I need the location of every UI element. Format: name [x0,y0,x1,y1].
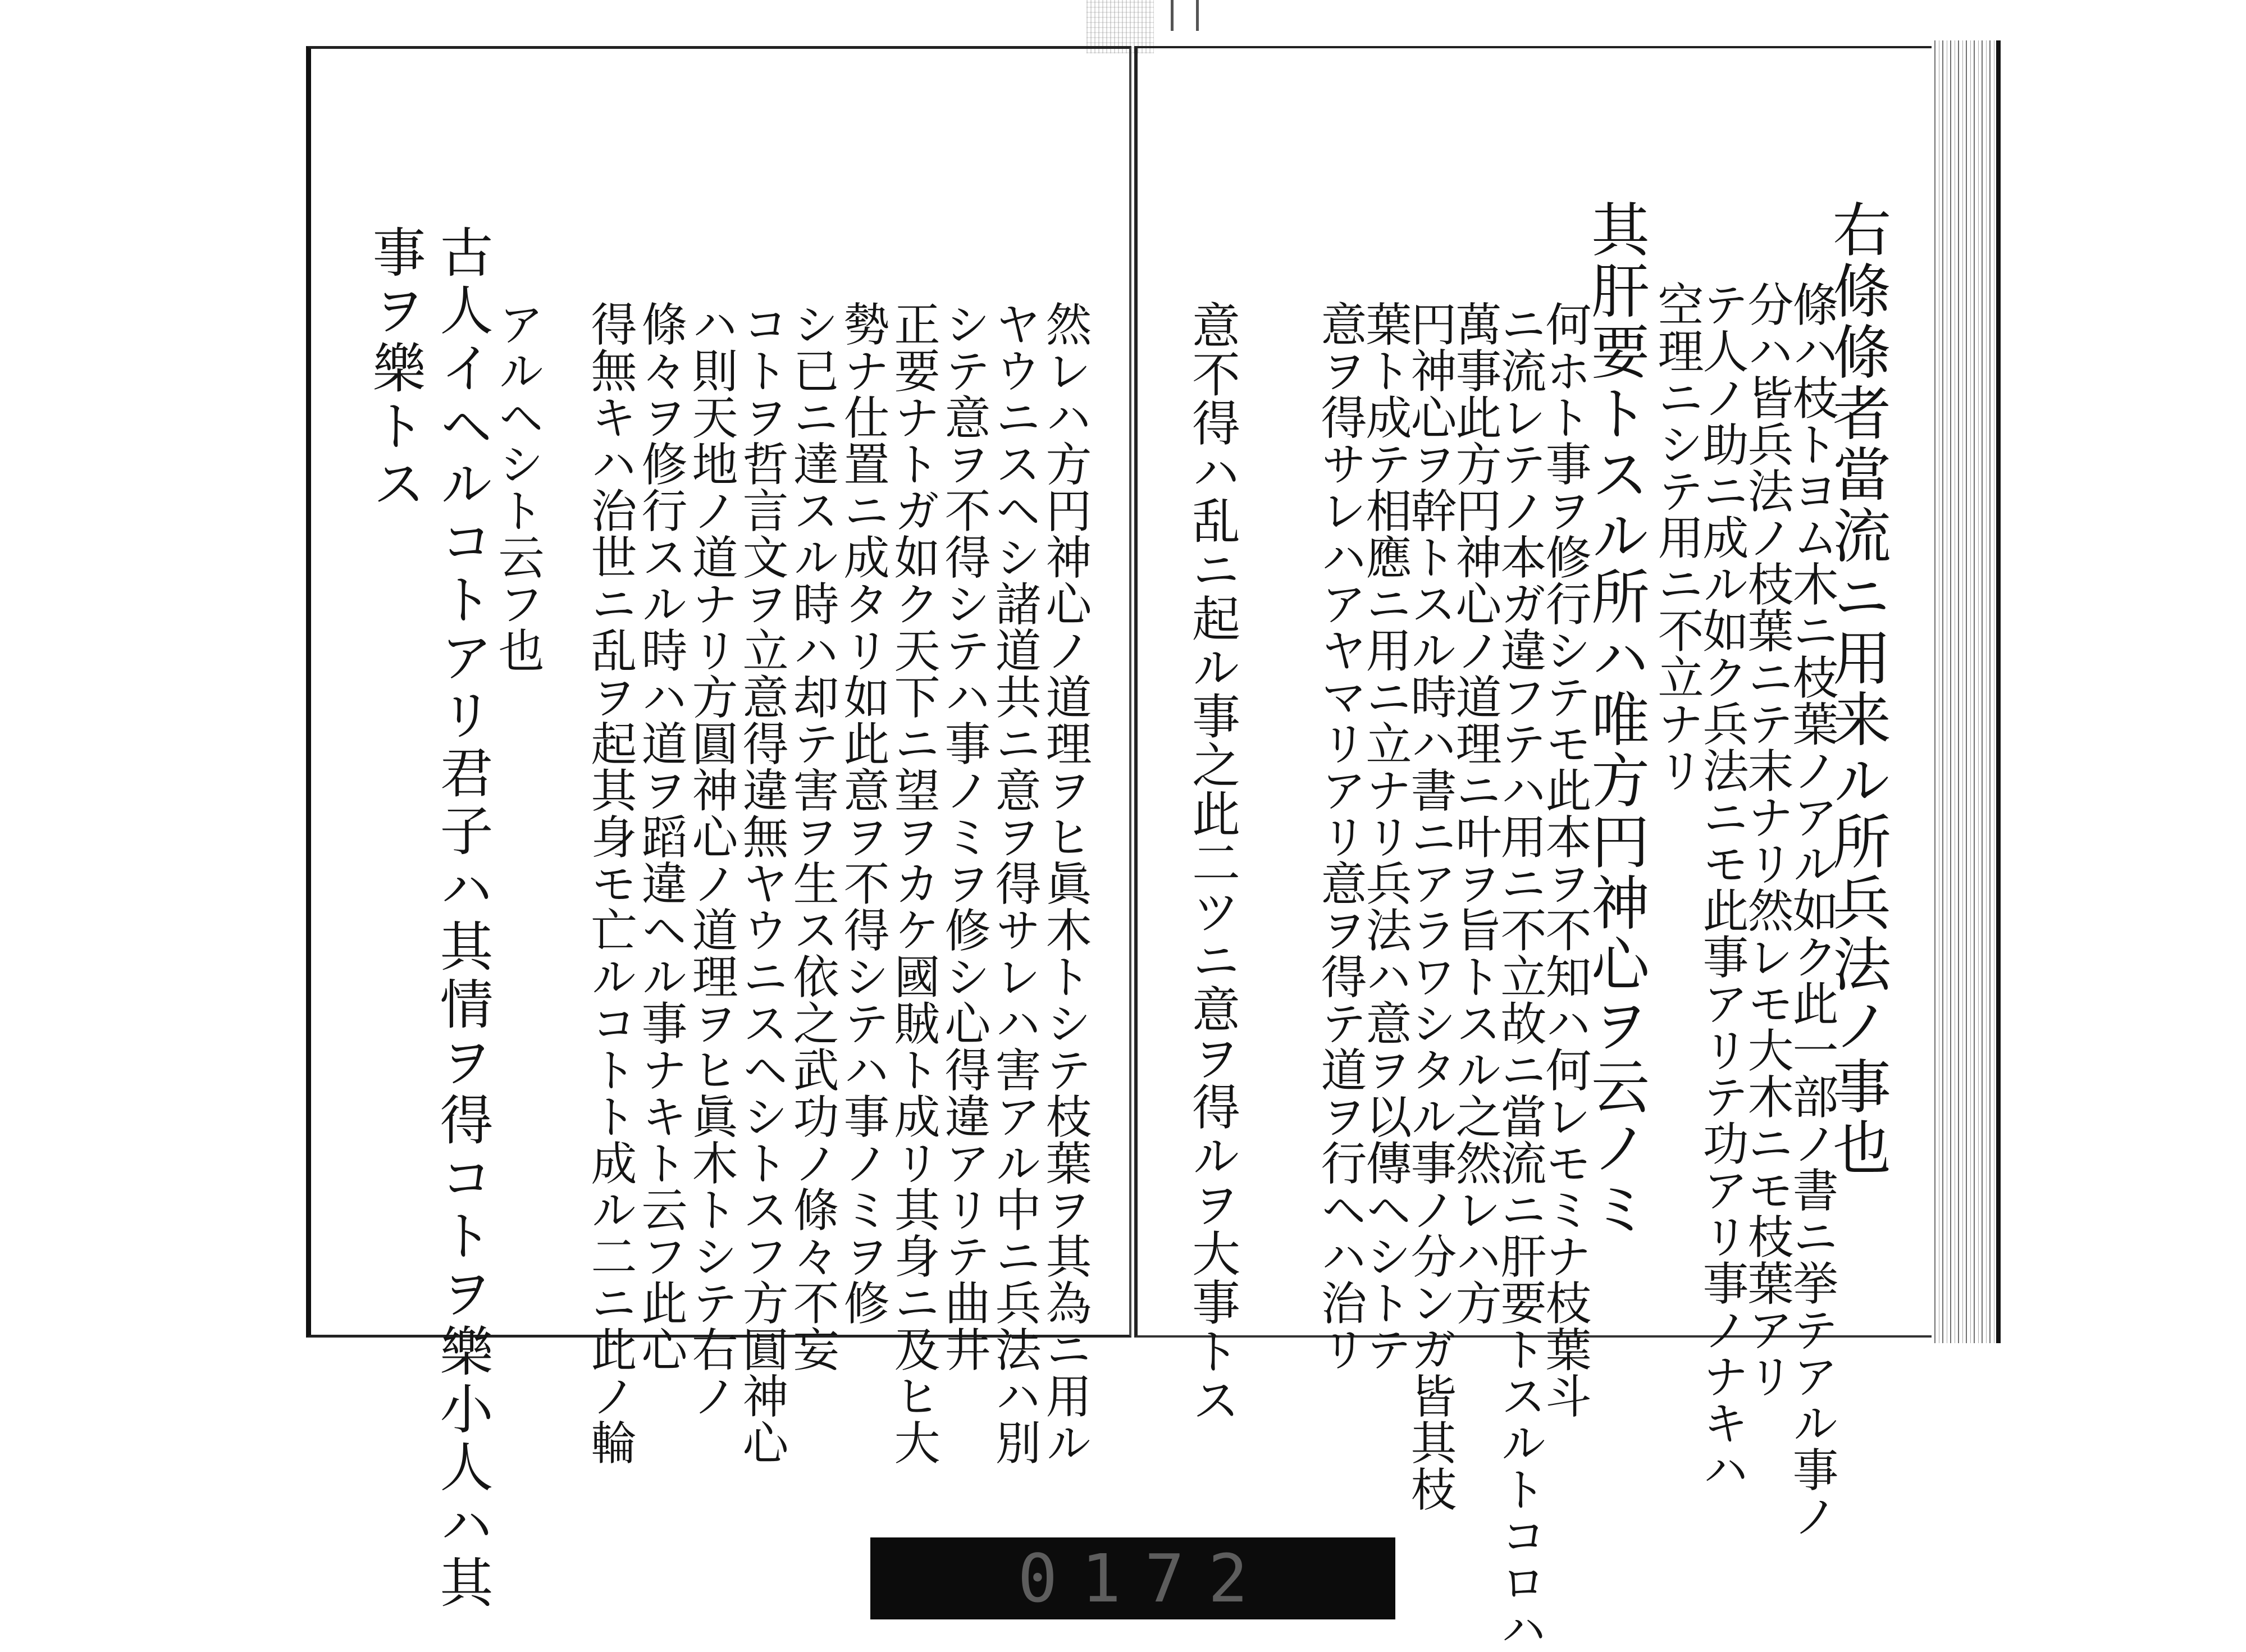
text-column-r9: 萬事此方円神心ノ道理ニ叶ヲ旨トスル之然レハ方 [1448,300,1501,1326]
text-column-l12: 古人イヘルコトアリ君子ハ其情ヲ得コトヲ樂小人ハ其 [431,225,493,1613]
text-column-r3: 分ハ皆兵法ノ枝葉ニテ末ナリ然レモ大木ニモ枝葉アリ [1740,281,1793,1399]
text-column-l5: 勢ナ仕置ニ成タリ如此意ヲ不得シテハ事ノミヲ修 [836,300,889,1326]
text-column-l13: 事ヲ樂トス [364,225,426,514]
text-column-l6: シ已ニ達スル時ハ却テ害ヲ生ス依之武功ノ條々不妄 [786,300,839,1372]
text-column-r7: 何ホト事ヲ修行シテモ此本ヲ不知ハ何レモミナ枝葉斗 [1538,300,1591,1419]
text-column-r13: 意不得ハ乱ニ起ル事之此二ツニ意ヲ得ルヲ大事トス [1184,300,1240,1424]
scan-noise [1087,0,1154,53]
text-column-l1: 然レハ方円神心ノ道理ヲヒ眞木トシテ枝葉ヲ其為ニ用ル [1038,300,1092,1466]
gutter-marks [1171,0,1199,31]
text-column-r11: 葉ト成テ相應ニ用ニ立ナリ兵法ハ意ヲ以傳ヘシトテ [1358,300,1412,1372]
text-column-l7: コトヲ哲言文ヲ立意得違無ヤウニスヘシトスフ方圓神心 [735,300,788,1466]
text-column-r6: 其肝要トスル所ハ唯方円神心ヲ云ノミ [1581,199,1650,1240]
text-column-r2: 條ハ枝トヨム木ニ枝葉ノアル如ク此一部ノ書ニ挙テアル事ノ [1785,281,1838,1539]
text-column-r8: ニ流レテノ本ガ違フテハ用ニ不立故ニ當流ニ肝要トスルトコロハ [1493,300,1546,1652]
text-column-l10: 得無キハ治世ニ乱ヲ起其身モ亡ルコトト成ル二ニ此ノ輪 [583,300,637,1466]
text-column-l8: ハ則天地ノ道ナリ方圓神心ノ道理ヲヒ眞木トシテ右ノ [684,300,738,1419]
text-column-l11: アルヘシト云フ也 [491,300,544,673]
text-column-l3: シテ意ヲ不得シテハ事ノミヲ修シ心得違アリテ曲井 [937,300,990,1372]
text-column-r1: 右條條者當流ニ用来ル所兵法ノ事也 [1823,199,1891,1179]
text-column-l9: 條々ヲ修行スル時ハ道ヲ蹈違ヘル事ナキト云フ此心 [634,300,687,1372]
text-column-r4: テ人ノ助ニ成ル如ク兵法ニモ此事アリテ功アリ事ノナキハ [1695,281,1749,1493]
page-edges [1932,40,2001,1343]
text-column-l4: 正要ナトガ如ク天下ニ望ヲカケ國賊ト成リ其身ニ及ヒ大 [887,300,940,1466]
text-column-l2: ヤウニスヘシ諸道共ニ意ヲ得サレハ害アル中ニ兵法ハ別 [988,300,1041,1466]
text-column-r5: 空理ニシテ用ニ不立ナリ [1650,281,1704,793]
text-column-r12: 意ヲ得サレハアヤマリアリ意ヲ得テ道ヲ行ヘハ治リ [1313,300,1367,1372]
frame-number-label: 0172 [870,1537,1395,1619]
text-column-r10: 円神心ヲ幹トスル時ハ書ニアラワシタル事ノ分ンガ皆其枝 [1403,300,1457,1512]
